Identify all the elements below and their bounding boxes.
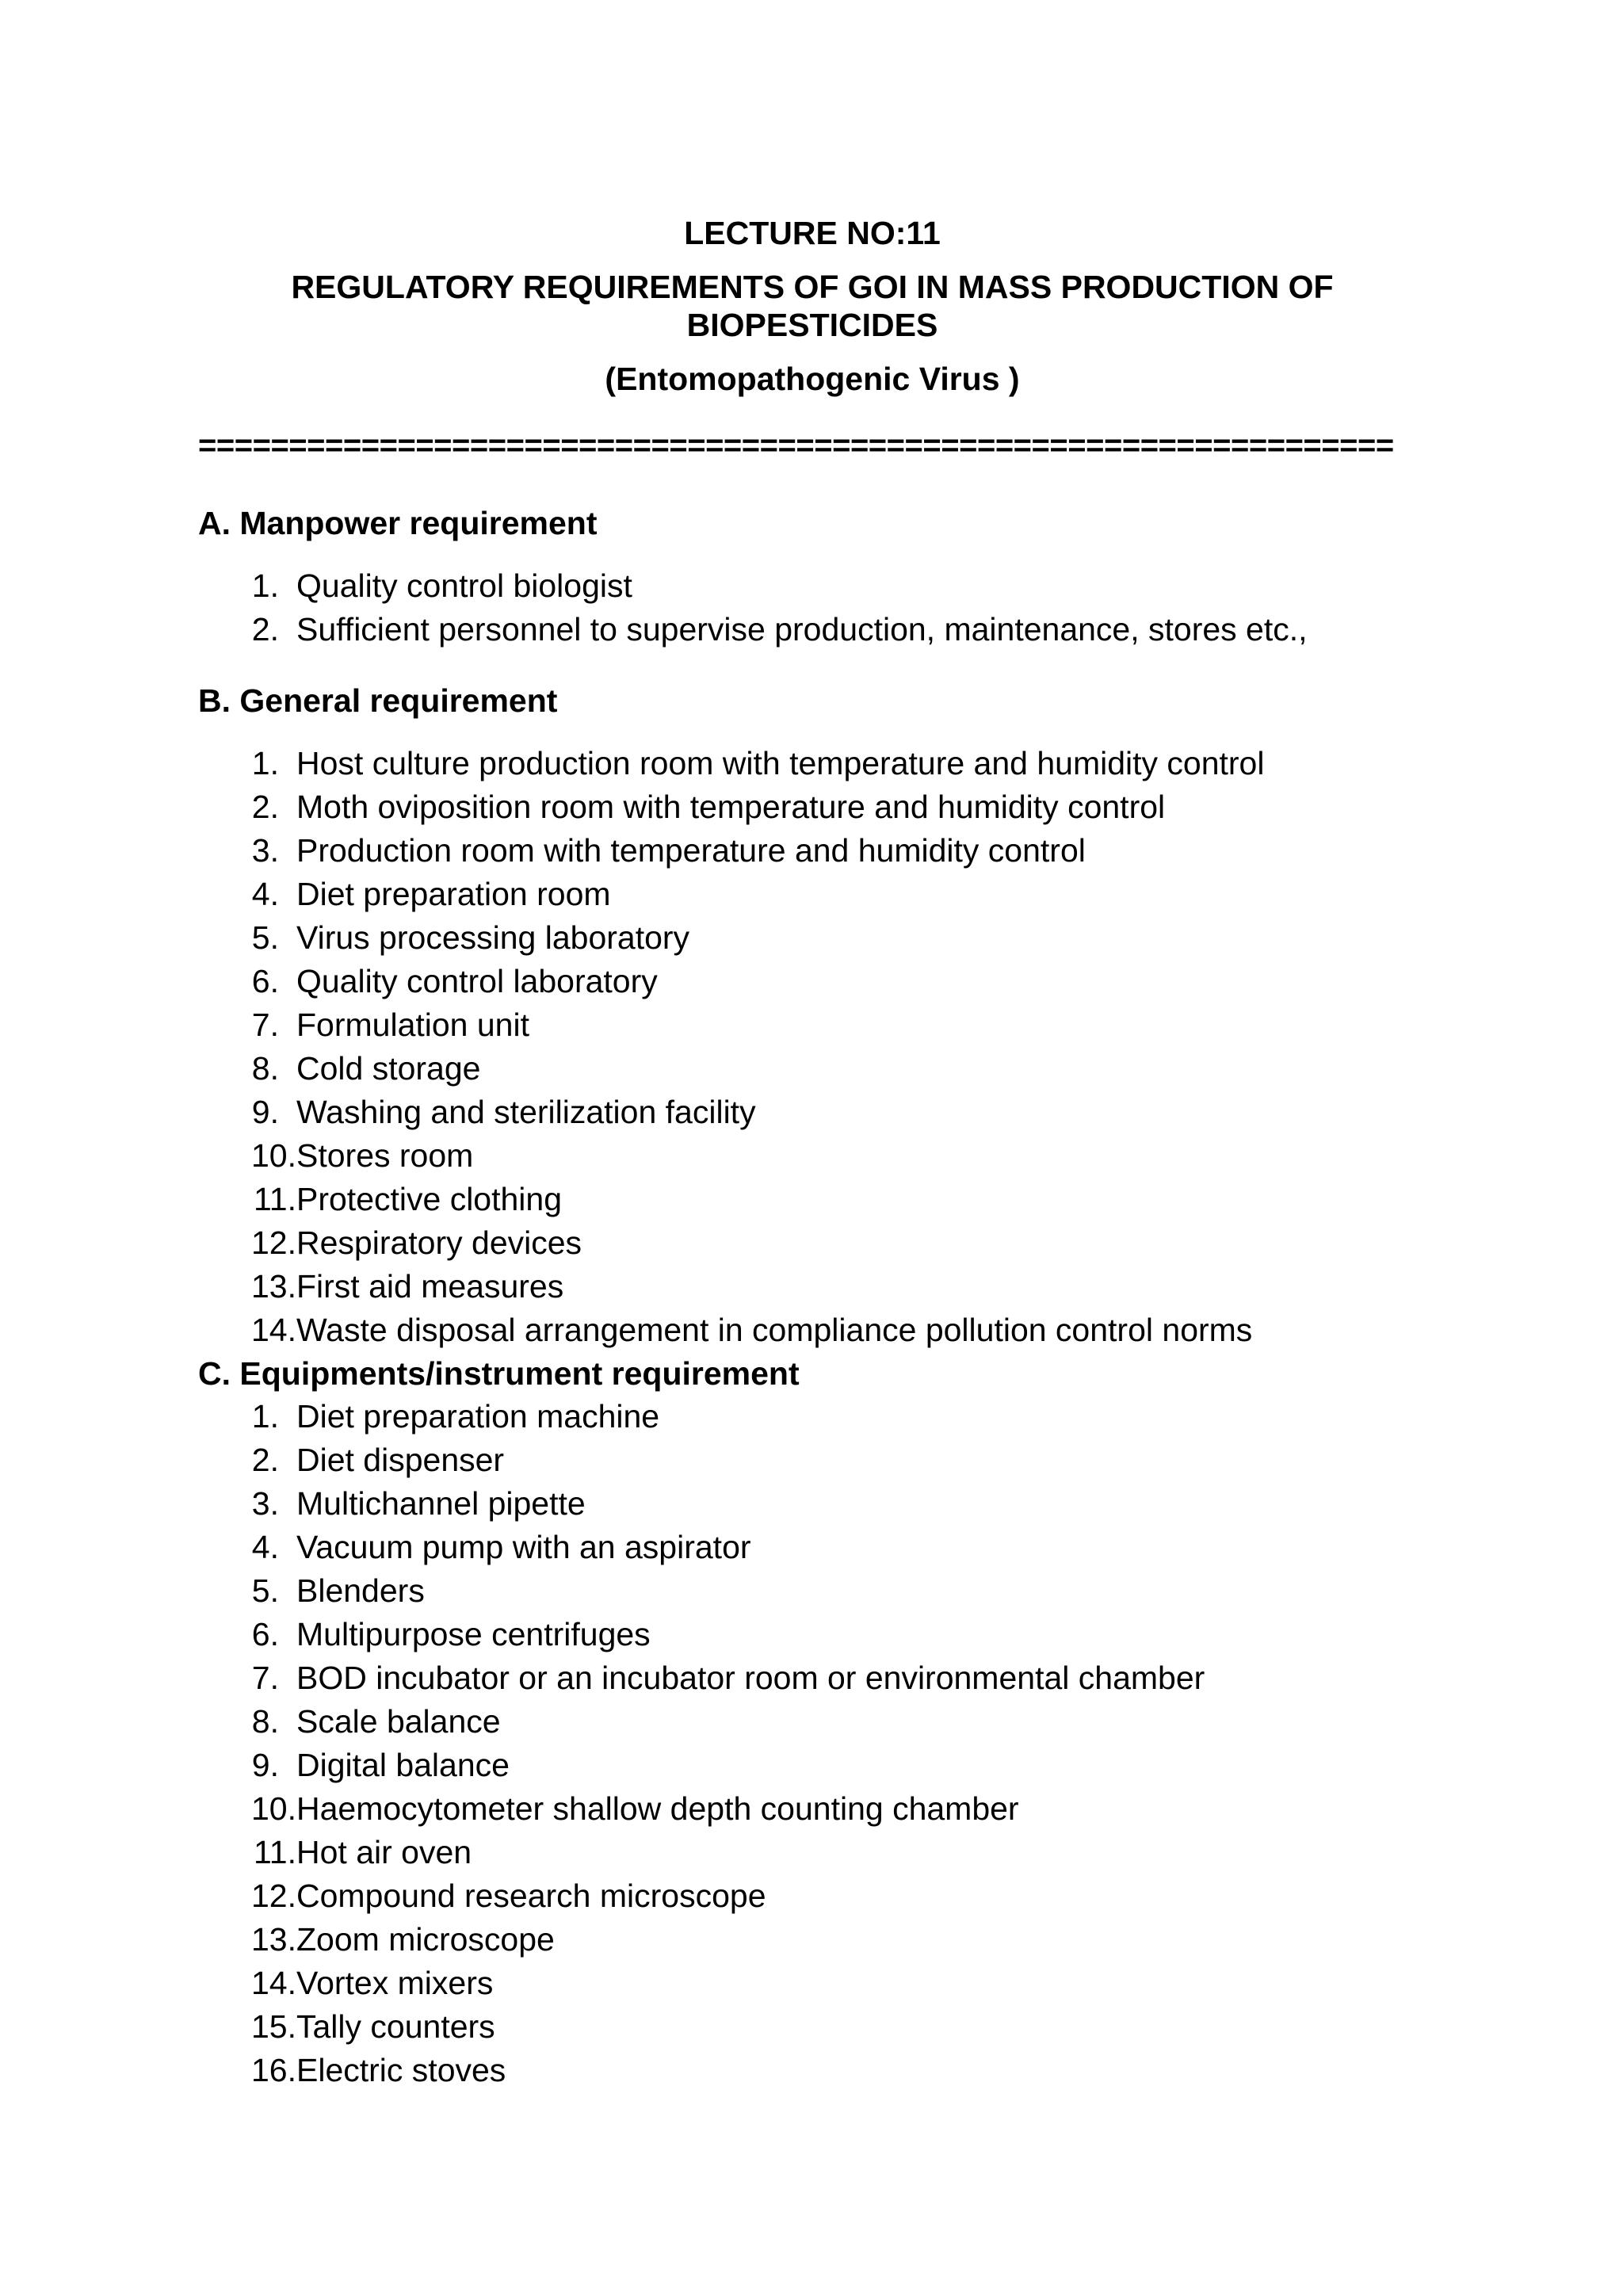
list-item bbox=[198, 1397, 1466, 1441]
list-item-text: Compound research microscope bbox=[296, 1878, 766, 1914]
list-item-number: 6. bbox=[251, 1616, 279, 1652]
list-item-number: 9. bbox=[251, 1094, 279, 1130]
list-item bbox=[198, 1746, 1466, 1790]
list-item-text: Diet preparation machine bbox=[296, 1398, 660, 1435]
list-item-text: Sufficient personnel to supervise production, maintenance, stores etc., bbox=[296, 611, 1308, 648]
list-item-text: Protective clothing bbox=[296, 1181, 563, 1217]
list-item-text: Washing and sterilization facility bbox=[296, 1094, 756, 1130]
list-item-text: Respiratory devices bbox=[296, 1224, 582, 1261]
list-item-number: 13. bbox=[251, 1268, 296, 1305]
list-item-text: Hot air oven bbox=[296, 1834, 472, 1870]
list-item-text: Formulation unit bbox=[296, 1007, 529, 1043]
subtitle: (Entomopathogenic Virus ) bbox=[605, 361, 1020, 397]
list-item-text: Cold storage bbox=[296, 1050, 481, 1087]
list-item-text: Multipurpose centrifuges bbox=[296, 1616, 651, 1652]
list-item-number: 9. bbox=[251, 1747, 279, 1783]
list-item bbox=[198, 1137, 1466, 1180]
list-item-text: Diet preparation room bbox=[296, 876, 611, 912]
list-item bbox=[198, 1311, 1466, 1354]
list-item-number: 4. bbox=[251, 1529, 279, 1565]
general-list bbox=[198, 744, 1466, 1354]
title-line-2: BIOPESTICIDES bbox=[686, 307, 938, 343]
list-item bbox=[198, 919, 1466, 962]
list-item-text: Digital balance bbox=[296, 1747, 510, 1783]
list-item bbox=[198, 2008, 1466, 2051]
list-item-number: 1. bbox=[251, 1398, 279, 1435]
list-item-text: Haemocytometer shallow depth counting chamber bbox=[296, 1790, 1019, 1827]
list-item bbox=[198, 1093, 1466, 1137]
list-item-number: 2. bbox=[251, 611, 279, 648]
list-item bbox=[198, 1006, 1466, 1049]
list-item bbox=[198, 1180, 1466, 1224]
list-item-text: Blenders bbox=[296, 1572, 425, 1609]
section-a-heading: A. Manpower requirement bbox=[198, 505, 598, 541]
list-item-number: 5. bbox=[251, 1572, 279, 1609]
list-item-number: 7. bbox=[251, 1660, 279, 1696]
list-item-text: Virus processing laboratory bbox=[296, 919, 690, 956]
list-item bbox=[198, 1920, 1466, 1964]
list-item-number: 12. bbox=[251, 1224, 296, 1261]
list-item-text: Multichannel pipette bbox=[296, 1485, 586, 1522]
list-item bbox=[198, 744, 1466, 788]
list-item-text: Quality control laboratory bbox=[296, 963, 658, 999]
list-item bbox=[198, 1572, 1466, 1615]
list-item-number: 8. bbox=[251, 1050, 279, 1087]
list-item bbox=[198, 875, 1466, 919]
list-item-text: First aid measures bbox=[296, 1268, 564, 1305]
list-item-text: Electric stoves bbox=[296, 2052, 506, 2088]
list-item-number: 4. bbox=[251, 876, 279, 912]
list-item bbox=[198, 2051, 1466, 2095]
list-item-number: 12. bbox=[251, 1878, 296, 1914]
list-item-number: 3. bbox=[251, 832, 279, 869]
list-item-number: 10. bbox=[251, 1137, 296, 1174]
list-item-number: 1. bbox=[251, 567, 279, 604]
list-item-number: 1. bbox=[251, 745, 279, 781]
list-item bbox=[198, 1790, 1466, 1833]
list-item bbox=[198, 962, 1466, 1006]
list-item-number: 14. bbox=[251, 1965, 296, 2001]
list-item bbox=[198, 1877, 1466, 1920]
list-item-number: 8. bbox=[251, 1703, 279, 1740]
list-item-number: 15. bbox=[251, 2008, 296, 2045]
list-item bbox=[198, 788, 1466, 831]
equipment-list bbox=[198, 1397, 1466, 2095]
list-item bbox=[198, 1049, 1466, 1093]
list-item-text: Tally counters bbox=[296, 2008, 495, 2045]
list-item-number: 2. bbox=[251, 789, 279, 825]
manpower-list bbox=[198, 567, 1466, 654]
list-item bbox=[198, 567, 1466, 610]
list-item-number: 10. bbox=[251, 1790, 296, 1827]
list-item-text: Production room with temperature and humidity control bbox=[296, 832, 1086, 869]
list-item-text: BOD incubator or an incubator room or environmental chamber bbox=[296, 1660, 1205, 1696]
list-item-text: Zoom microscope bbox=[296, 1921, 555, 1958]
list-item bbox=[198, 831, 1466, 875]
list-item-number: 16. bbox=[251, 2052, 296, 2088]
list-item-text: Quality control biologist bbox=[296, 567, 632, 604]
list-item-number: 11. bbox=[254, 1834, 296, 1870]
list-item bbox=[198, 1441, 1466, 1484]
list-item-number: 5. bbox=[251, 919, 279, 956]
list-item-text: Diet dispenser bbox=[296, 1442, 505, 1478]
list-item-number: 6. bbox=[251, 963, 279, 999]
list-item-text: Vacuum pump with an aspirator bbox=[296, 1529, 751, 1565]
separator-rule: ================================================================== bbox=[198, 428, 1394, 463]
list-item bbox=[198, 1528, 1466, 1572]
list-item-text: Moth oviposition room with temperature and humidity control bbox=[296, 789, 1166, 825]
list-item bbox=[198, 1659, 1466, 1702]
list-item bbox=[198, 1702, 1466, 1746]
list-item-text: Waste disposal arrangement in compliance pollution control norms bbox=[296, 1312, 1253, 1348]
list-item-text: Host culture production room with temperature and humidity control bbox=[296, 745, 1265, 781]
list-item-number: 2. bbox=[251, 1442, 279, 1478]
list-item bbox=[198, 1267, 1466, 1311]
list-item bbox=[198, 1964, 1466, 2008]
list-item-text: Stores room bbox=[296, 1137, 474, 1174]
list-item-text: Vortex mixers bbox=[296, 1965, 494, 2001]
list-item-number: 11. bbox=[254, 1181, 296, 1217]
lecture-number: LECTURE NO:11 bbox=[684, 215, 941, 251]
list-item bbox=[198, 1833, 1466, 1877]
list-item-number: 14. bbox=[251, 1312, 296, 1348]
list-item bbox=[198, 1615, 1466, 1659]
title-line-1: REGULATORY REQUIREMENTS OF GOI IN MASS PRODUCTION OF bbox=[291, 269, 1334, 305]
list-item-number: 7. bbox=[251, 1007, 279, 1043]
list-item bbox=[198, 1484, 1466, 1528]
list-item bbox=[198, 610, 1466, 654]
section-b-heading: B. General requirement bbox=[198, 682, 558, 719]
list-item bbox=[198, 1224, 1466, 1267]
list-item-text: Scale balance bbox=[296, 1703, 501, 1740]
section-c-heading: C. Equipments/instrument requirement bbox=[198, 1355, 800, 1392]
list-item-number: 13. bbox=[251, 1921, 296, 1958]
list-item-number: 3. bbox=[251, 1485, 279, 1522]
